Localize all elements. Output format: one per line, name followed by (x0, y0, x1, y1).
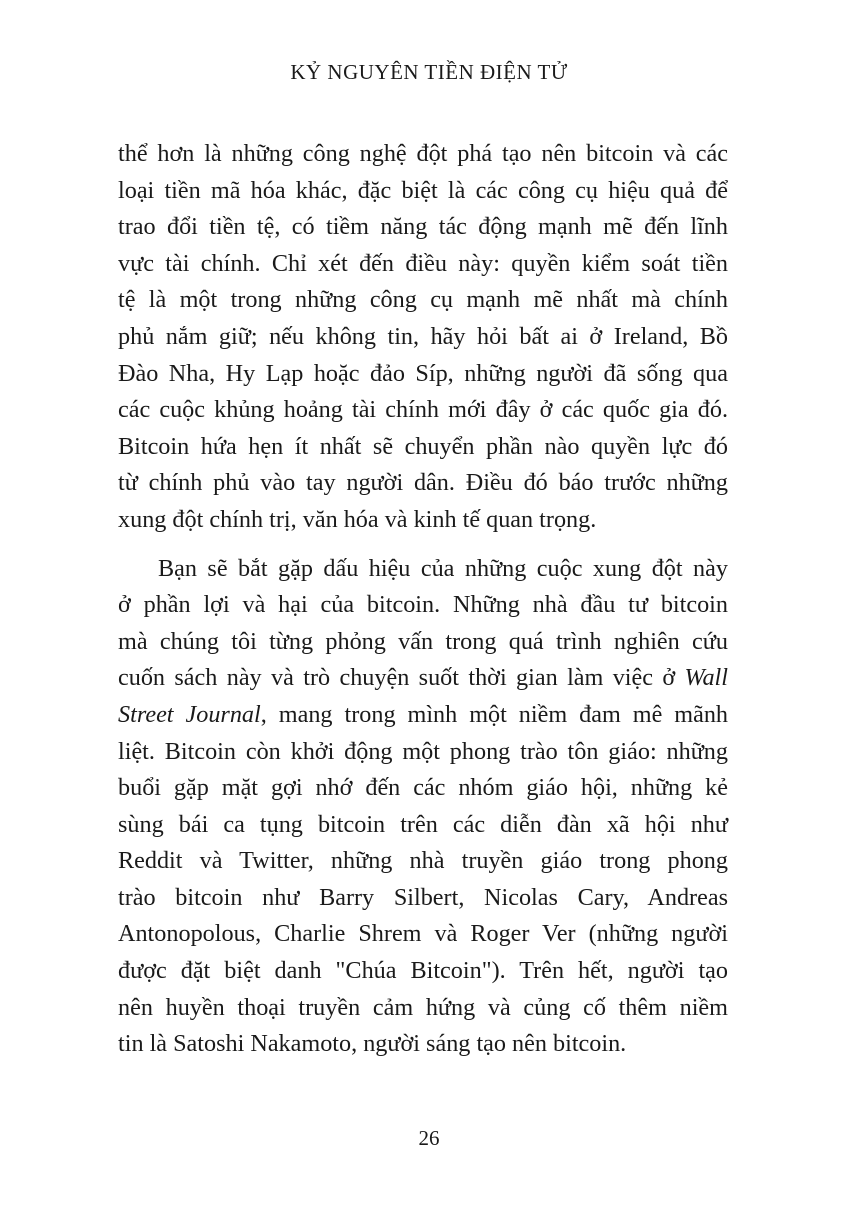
body-text (118, 136, 728, 1063)
text-line: buổi gặp mặt gợi nhớ đến các nhóm giáo hội, những kẻ (118, 774, 728, 802)
publication-title: Street Journal (118, 700, 261, 728)
text-segment: cuốn sách này và trò chuyện suốt thời gian làm việc ở (118, 664, 685, 692)
text-line: được đặt biệt danh "Chúa Bitcoin"). Trên hết, người tạo (118, 957, 728, 985)
publication-title: Wall (684, 664, 728, 692)
text-line: phủ nắm giữ; nếu không tin, hãy hỏi bất ai ở Ireland, Bồ (118, 322, 728, 350)
text-line: trao đổi tiền tệ, có tiềm năng tác động mạnh mẽ đến lĩnh (118, 213, 728, 241)
text-line: Bạn sẽ bắt gặp dấu hiệu của những cuộc xung đột này (158, 554, 728, 582)
text-line: mà chúng tôi từng phỏng vấn trong quá trình nghiên cứu (118, 627, 728, 655)
text-line: loại tiền mã hóa khác, đặc biệt là các công cụ hiệu quả để (118, 176, 728, 204)
text-line: trào bitcoin như Barry Silbert, Nicolas Cary, Andreas (118, 883, 728, 911)
page-number: 26 (418, 1126, 440, 1150)
text-line: xung đột chính trị, văn hóa và kinh tế quan trọng. (118, 505, 597, 533)
text-line: liệt. Bitcoin còn khởi động một phong trào tôn giáo: những (118, 737, 728, 765)
text-line: Đào Nha, Hy Lạp hoặc đảo Síp, những người đã sống qua (118, 359, 728, 387)
text-line: nên huyền thoại truyền cảm hứng và củng cố thêm niềm (118, 993, 728, 1021)
text-line: ở phần lợi và hại của bitcoin. Những nhà đầu tư bitcoin (118, 591, 728, 619)
text-line: vực tài chính. Chỉ xét đến điều này: quyền kiểm soát tiền (118, 249, 728, 277)
paragraph-2 (118, 551, 728, 1063)
paragraph-1 (118, 136, 728, 539)
text-line: tin là Satoshi Nakamoto, người sáng tạo nên bitcoin. (118, 1030, 627, 1058)
text-line: sùng bái ca tụng bitcoin trên các diễn đàn xã hội như (118, 810, 728, 838)
text-line: từ chính phủ vào tay người dân. Điều đó báo trước những (118, 469, 728, 497)
text-line: thể hơn là những công nghệ đột phá tạo nên bitcoin và các (118, 140, 728, 167)
text-line (118, 697, 728, 734)
text-line: Antonopolous, Charlie Shrem và Roger Ver (những người (118, 920, 728, 948)
text-line: Reddit và Twitter, những nhà truyền giáo trong phong (118, 847, 728, 875)
text-line (118, 660, 728, 697)
text-line: tệ là một trong những công cụ mạnh mẽ nhất mà chính (118, 286, 728, 314)
text-segment: , mang trong mình một niềm đam mê mãnh (260, 700, 729, 728)
text-line: các cuộc khủng hoảng tài chính mới đây ở các quốc gia đó. (118, 396, 728, 424)
text-line: Bitcoin hứa hẹn ít nhất sẽ chuyển phần nào quyền lực đó (118, 432, 728, 460)
running-head: KỶ NGUYÊN TIỀN ĐIỆN TỬ (290, 60, 568, 84)
